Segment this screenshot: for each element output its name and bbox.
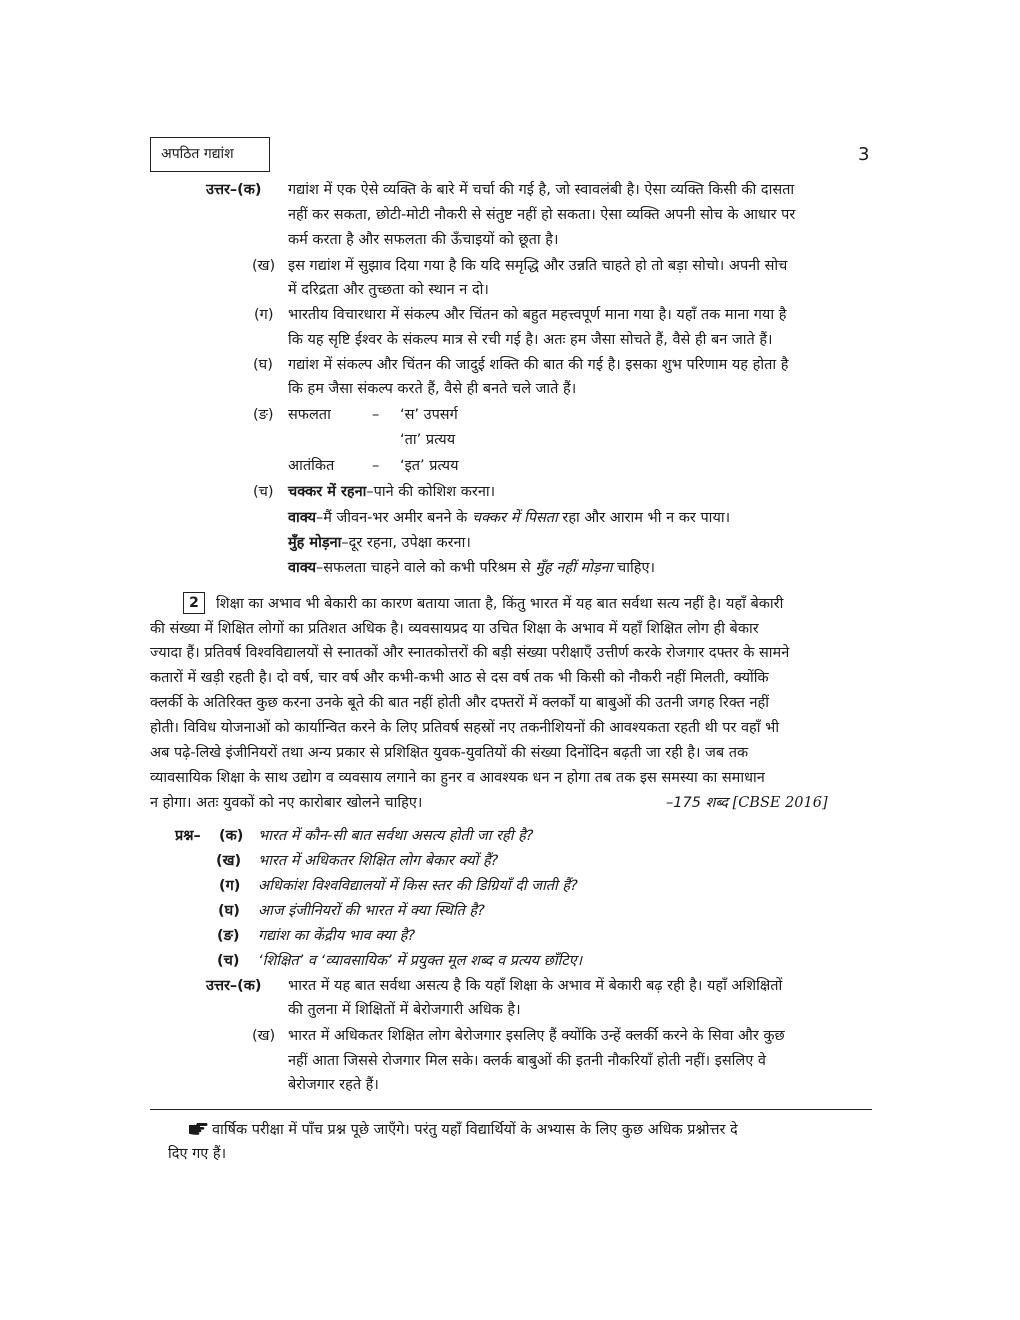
question-label: (ग) xyxy=(219,878,241,894)
nga-dash: – xyxy=(372,407,380,423)
question-text: ‘शिक्षित’ व ‘व्यावसायिक’ में प्रयुक्त मूल शब्द व प्रत्यय छाँटिए। xyxy=(258,953,583,969)
answer-gha-line: कि हम जैसा संकल्प करते हैं, वैसे ही बनते चले जाते हैं। xyxy=(288,381,577,397)
page-number: 3 xyxy=(858,144,870,165)
passage-number: 2 xyxy=(183,592,205,614)
answer2-kha-label: (ख) xyxy=(252,1028,276,1044)
passage-line: न होगा। अतः युवकों को नए कारोबार खोलने चाहिए। xyxy=(150,795,423,811)
answer-gha-line: गद्यांश में संकल्प और चिंतन की जादुई शक्ति की बात की गई है। इसका शुभ परिणाम यह होता है xyxy=(288,357,789,373)
answer-ka-line: गद्यांश में एक ऐसे व्यक्ति के बारे में चर्चा की गई है, जो स्वावलंबी है। ऐसा व्यक्ति किसी की दासता xyxy=(288,182,795,198)
sentence1-idiom: चक्कर में पिसता xyxy=(471,510,558,526)
pointing-hand-icon xyxy=(188,1120,208,1136)
nga-word2: आतंकित xyxy=(288,458,335,474)
cha-idiom2-line xyxy=(288,533,471,553)
question-text: भारत में अधिकतर शिक्षित लोग बेकार क्यों हैं? xyxy=(258,853,499,869)
answer-cha-label: (च) xyxy=(253,484,274,500)
cha-sentence1 xyxy=(288,508,730,528)
cha-meaning2: –दूर रहना, उपेक्षा करना। xyxy=(341,535,471,551)
answer2-kha-line: नहीं आता जिससे रोजगार मिल सके। क्लर्क बाबुओं की इतनी नौकरियाँ होती नहीं। इसलिए वे xyxy=(288,1053,766,1069)
sentence2-a: –सफलता चाहने वाले को कभी परिश्रम से xyxy=(316,560,536,576)
sentence2-idiom: मुँह नहीं मोड़ना xyxy=(535,560,613,576)
answer-ga-line: कि यह सृष्टि ईश्वर के संकल्प मात्र से रची गई है। अतः हम जैसा सोचते हैं, वैसे ही बन जाते हैं। xyxy=(288,332,773,348)
section-title: अपठित गद्यांश xyxy=(161,146,234,162)
nga-part2: ‘ता’ प्रत्यय xyxy=(400,432,456,448)
word-count: –175 शब्द xyxy=(666,795,728,811)
question-label: (घ) xyxy=(218,903,240,919)
answer-kha-label: (ख) xyxy=(252,258,276,274)
sentence2-b: चाहिए। xyxy=(612,560,655,576)
question-label: (ङ) xyxy=(217,928,240,944)
sentence1-b: रहा और आराम भी न कर पाया। xyxy=(557,510,731,526)
passage-line: होती। विविध योजनाओं को कार्यान्वित करने के लिए प्रतिवर्ष सहस्रों नए तकनीशियनों की आवश्यकता रहती थी पर वहाँ भी xyxy=(150,720,780,736)
answer-ka-line: नहीं कर सकता, छोटी-मोटी नौकरी से संतुष्ट नहीं हो सकता। ऐसा व्यक्ति अपनी सोच के आधार पर xyxy=(288,207,796,223)
nga-dash: – xyxy=(372,458,380,474)
passage-line: व्यावसायिक शिक्षा के साथ उद्योग व व्यवसाय लगाने का हुनर व आवश्यक धन न होगा तब तक इस समस्या का समाधान xyxy=(150,770,765,786)
answer-ga-line: भारतीय विचारधारा में संकल्प और चिंतन को बहुत महत्त्वपूर्ण माना गया है। यहाँ तक माना गया है xyxy=(288,307,787,323)
cha-sentence2 xyxy=(288,558,655,578)
answer2-ka-line: की तुलना में शिक्षितों में बेरोजगारी अधिक है। xyxy=(288,1002,521,1018)
footnote-line: दिए गए हैं। xyxy=(168,1146,227,1162)
passage-line: कतारों में खड़ी रहती है। दो वर्ष, चार वर्ष और कभी-कभी आठ से दस वर्ष तक भी किसी को नौकरी नहीं मिलती, क्योंकि xyxy=(150,670,769,686)
answer-label: उत्तर–(क) xyxy=(206,978,262,994)
cha-idiom1-line xyxy=(288,482,495,502)
vakya-label: वाक्य xyxy=(288,560,316,576)
source-citation: [CBSE 2016] xyxy=(732,795,828,811)
answer-nga-label: (ङ) xyxy=(253,407,274,423)
sentence1-a: –मैं जीवन-भर अमीर बनने के xyxy=(316,510,472,526)
nga-part3: ‘इत’ प्रत्यय xyxy=(400,458,459,474)
nga-part1: ‘स’ उपसर्ग xyxy=(400,407,458,423)
answer-gha-label: (घ) xyxy=(253,357,273,373)
footnote-line: वार्षिक परीक्षा में पाँच प्रश्न पूछे जाएँगे। परंतु यहाँ विद्यार्थियों के अभ्यास के लिए कुछ अधिक प्रश्नोत्तर दे xyxy=(212,1122,738,1138)
vakya-label: वाक्य xyxy=(288,510,316,526)
nga-word1: सफलता xyxy=(288,407,331,423)
passage-line: अब पढ़े-लिखे इंजीनियरों तथा अन्य प्रकार से प्रशिक्षित युवक-युवतियों की संख्या दिनोंदिन बढ़ती जा रही है। जब तक xyxy=(150,745,749,761)
question-label: (ख) xyxy=(216,853,242,869)
answer2-kha-line: बेरोजगार रहते हैं। xyxy=(288,1077,379,1093)
answer2-kha-line: भारत में अधिकतर शिक्षित लोग बेरोजगार इसलिए हैं क्योंकि उन्हें क्लर्की करने के सिवा और कुछ xyxy=(288,1028,785,1044)
section-title-box xyxy=(150,137,270,172)
question-label: (च) xyxy=(217,953,240,969)
passage-line: की संख्या में शिक्षित लोगों का प्रतिशत अधिक है। व्यवसायप्रद या उचित शिक्षा के अभाव में यहाँ शिक्षित लोग ही बेकार xyxy=(150,621,759,637)
answer-ga-label: (ग) xyxy=(254,307,274,323)
passage-source xyxy=(666,793,828,813)
answer-label: उत्तर–(क) xyxy=(206,182,262,198)
answer2-ka-line: भारत में यह बात सर्वथा असत्य है कि यहाँ शिक्षा के अभाव में बेकारी बढ़ रही है। यहाँ अशिक्षितों xyxy=(288,978,783,994)
answer-kha-line: में दरिद्रता और तुच्छता को स्थान न दो। xyxy=(288,282,489,298)
passage-line: क्लर्की के अतिरिक्त कुछ करना उनके बूते की बात नहीं होती और दफ्तरों में क्लर्कों या बाबुओं की उतनी जगह रिक्त नहीं xyxy=(150,695,769,711)
question-prefix: प्रश्न– xyxy=(175,828,201,844)
footnote-divider xyxy=(150,1109,872,1110)
passage-line: ज्यादा हैं। प्रतिवर्ष विश्वविद्यालयों से स्नातकों और स्नातकोत्तरों की बड़ी संख्या परीक्षाएँ उत्तीर्ण करके रोजगार दफ्तर के सामने xyxy=(150,645,790,661)
question-text: अधिकांश विश्वविद्यालयों में किस स्तर की डिग्रियाँ दी जाती हैं? xyxy=(258,878,578,894)
cha-idiom2: मुँह मोड़ना xyxy=(288,535,342,551)
question-text: गद्यांश का केंद्रीय भाव क्या है? xyxy=(258,928,416,944)
cha-meaning1: –पाने की कोशिश करना। xyxy=(366,484,496,500)
answer-ka-line: कर्म करता है और सफलता की ऊँचाइयों को छूता है। xyxy=(288,232,559,248)
question-text: आज इंजीनियरों की भारत में क्या स्थिति है? xyxy=(258,903,485,919)
cha-idiom1: चक्कर में रहना xyxy=(288,484,367,500)
answer-kha-line: इस गद्यांश में सुझाव दिया गया है कि यदि समृद्धि और उन्नति चाहते हो तो बड़ा सोचो। अपनी सोच xyxy=(288,258,788,274)
question-label: (क) xyxy=(219,828,244,844)
passage-line: शिक्षा का अभाव भी बेकारी का कारण बताया जाता है, किंतु भारत में यह बात सर्वथा सत्य नहीं है। यहाँ बेकारी xyxy=(216,596,784,612)
question-text: भारत में कौन-सी बात सर्वथा असत्य होती जा रही है? xyxy=(258,828,534,844)
